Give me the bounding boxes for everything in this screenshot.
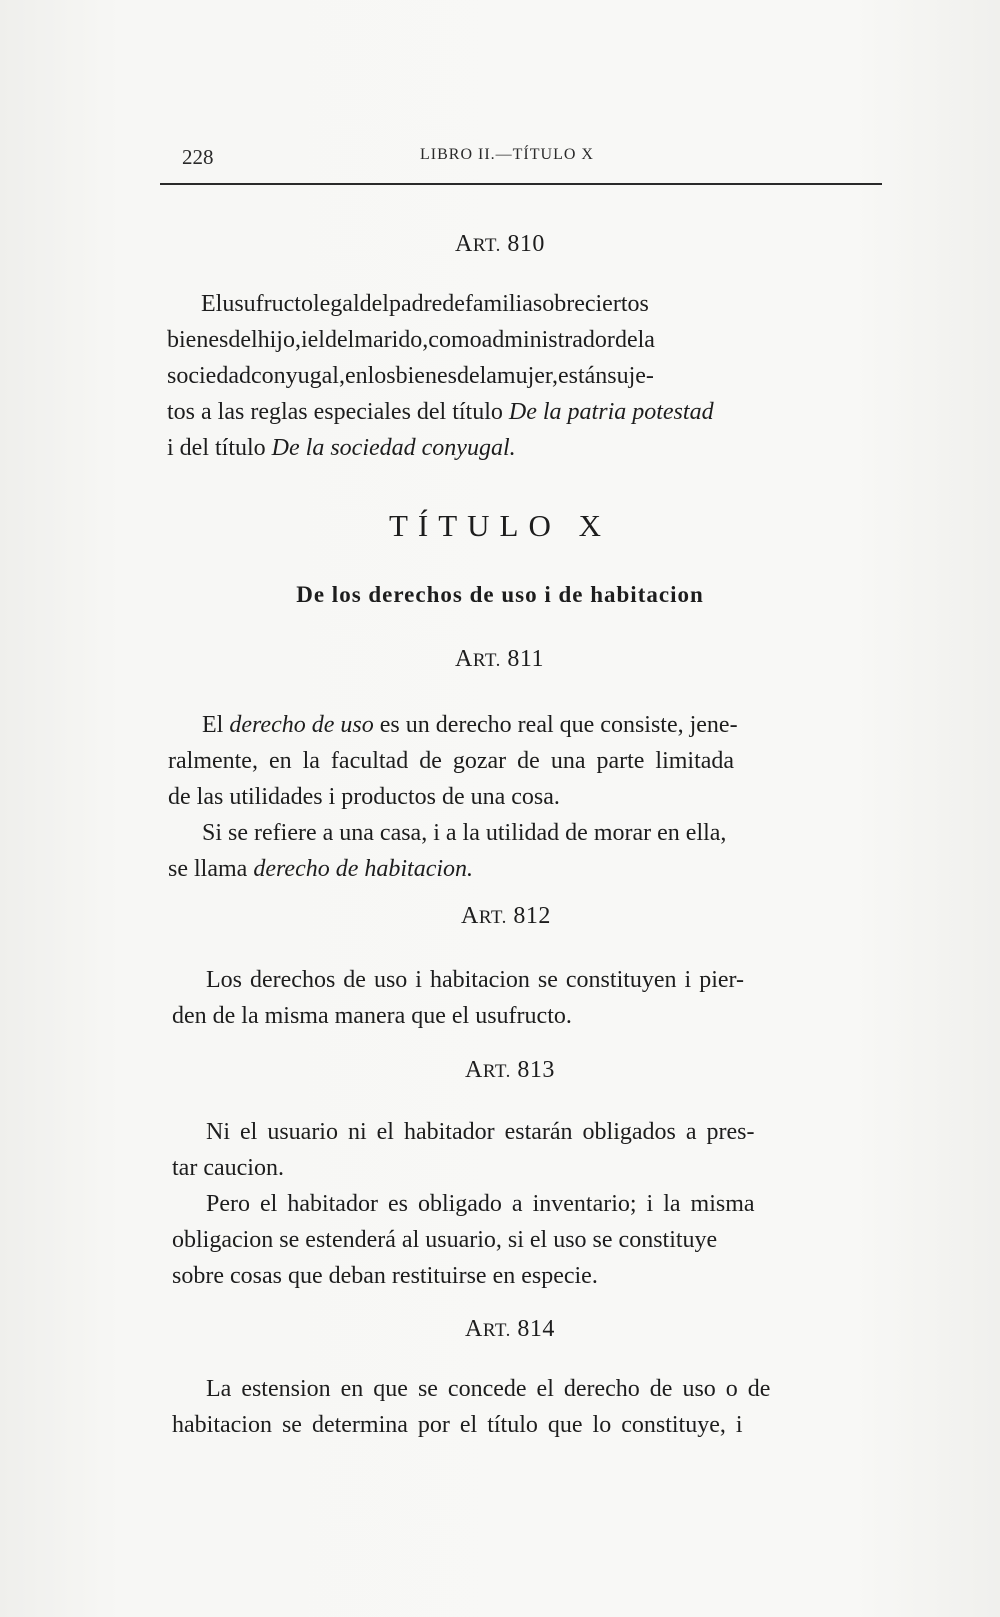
word: ciertos: [584, 291, 649, 317]
art813-line-1: Ni el usuario ni el habitador estarán obligados a pres-: [206, 1119, 755, 1145]
art811-line-2: ralmente, en la facultad de gozar de una parte limitada: [168, 748, 735, 774]
article-811-text: [168, 707, 884, 887]
art811-line-4: Si se refiere a una casa, i a la utilidad de morar en ella,: [202, 820, 727, 846]
running-head: LIBRO II.—TÍTULO X: [420, 146, 594, 163]
word: padre: [388, 291, 443, 317]
word: de: [456, 363, 480, 389]
page-header: [182, 145, 882, 171]
word: del: [359, 291, 389, 317]
word: hijo,: [257, 327, 301, 353]
art813-line-4: obligacion se estenderá al usuario, si el uso se constituye: [172, 1227, 718, 1253]
art814-line-2: habitacion se determina por el título que lo constituye, i: [172, 1412, 743, 1438]
art811-line-3: de las utilidades i productos de una cosa.: [168, 784, 560, 810]
art810-line-4: tos a las reglas especiales del título De la patria potestad: [167, 399, 714, 425]
italic-title-sociedad-conyugal: De la sociedad conyugal.: [271, 435, 516, 461]
word: están: [557, 363, 608, 389]
art811-line-5: se llama derecho de habitacion.: [168, 856, 474, 882]
art813-line-5: sobre cosas que deban restituirse en especie.: [172, 1263, 598, 1289]
article-814-text: [172, 1371, 886, 1443]
word: bienes: [167, 327, 229, 353]
word: usufructo: [222, 291, 313, 317]
art813-line-2: tar caucion.: [172, 1155, 284, 1181]
word: El: [201, 291, 223, 317]
word: i: [300, 327, 308, 353]
art812-line-1: Los derechos de uso i habitacion se constituyen i pier-: [206, 967, 745, 993]
art810-line-5: i del título De la sociedad conyugal.: [167, 435, 516, 461]
section-subtitle: De los derechos de uso i de habitacion: [296, 582, 704, 607]
word: del: [324, 327, 355, 353]
word: familia: [464, 291, 533, 317]
word: legal: [312, 291, 360, 317]
word: conyugal,: [250, 363, 345, 389]
italic-title-patria-potestad: De la patria potestad: [508, 399, 714, 425]
word: del: [228, 327, 258, 353]
article-heading-814: ART. 814: [465, 1316, 555, 1342]
art814-line-1: La estension en que se concede el derecho de uso o de: [206, 1376, 771, 1402]
italic-derecho-de-uso: derecho de uso: [229, 712, 374, 738]
art810-line-1: [167, 286, 883, 322]
page-number: 228: [182, 145, 214, 169]
word: marido,: [354, 327, 429, 353]
art813-line-3: Pero el habitador es obligado a inventario; i la misma: [206, 1191, 755, 1217]
word: sobre: [532, 291, 585, 317]
article-heading-811: ART. 811: [455, 646, 544, 672]
word: administrador: [481, 327, 615, 353]
word: la: [637, 327, 655, 353]
word: en: [344, 363, 368, 389]
article-heading-810: ART. 810: [455, 231, 545, 257]
art810-line-2: [167, 322, 883, 358]
word: bienes: [395, 363, 457, 389]
header-rule: [160, 183, 882, 185]
art811-line-1: El derecho de uso es un derecho real que consiste, jene-: [202, 712, 738, 738]
article-heading-813: ART. 813: [465, 1057, 555, 1083]
word: suje-: [607, 363, 654, 389]
article-813-text: [172, 1114, 886, 1294]
word: sociedad: [167, 363, 251, 389]
italic-derecho-de-habitacion: derecho de habitacion.: [253, 856, 474, 882]
article-810-text: [167, 286, 883, 466]
word: la: [479, 363, 497, 389]
word: mujer,: [496, 363, 558, 389]
word: los: [367, 363, 396, 389]
section-title: TÍTULO X: [388, 508, 612, 543]
word: como: [428, 327, 482, 353]
art812-line-2: den de la misma manera que el usufructo.: [172, 1003, 572, 1029]
word: el: [307, 327, 325, 353]
word: de: [442, 291, 465, 317]
word: de: [614, 327, 638, 353]
article-heading-812: ART. 812: [461, 903, 551, 929]
article-812-text: [172, 962, 886, 1034]
art810-line-3: [167, 358, 883, 394]
